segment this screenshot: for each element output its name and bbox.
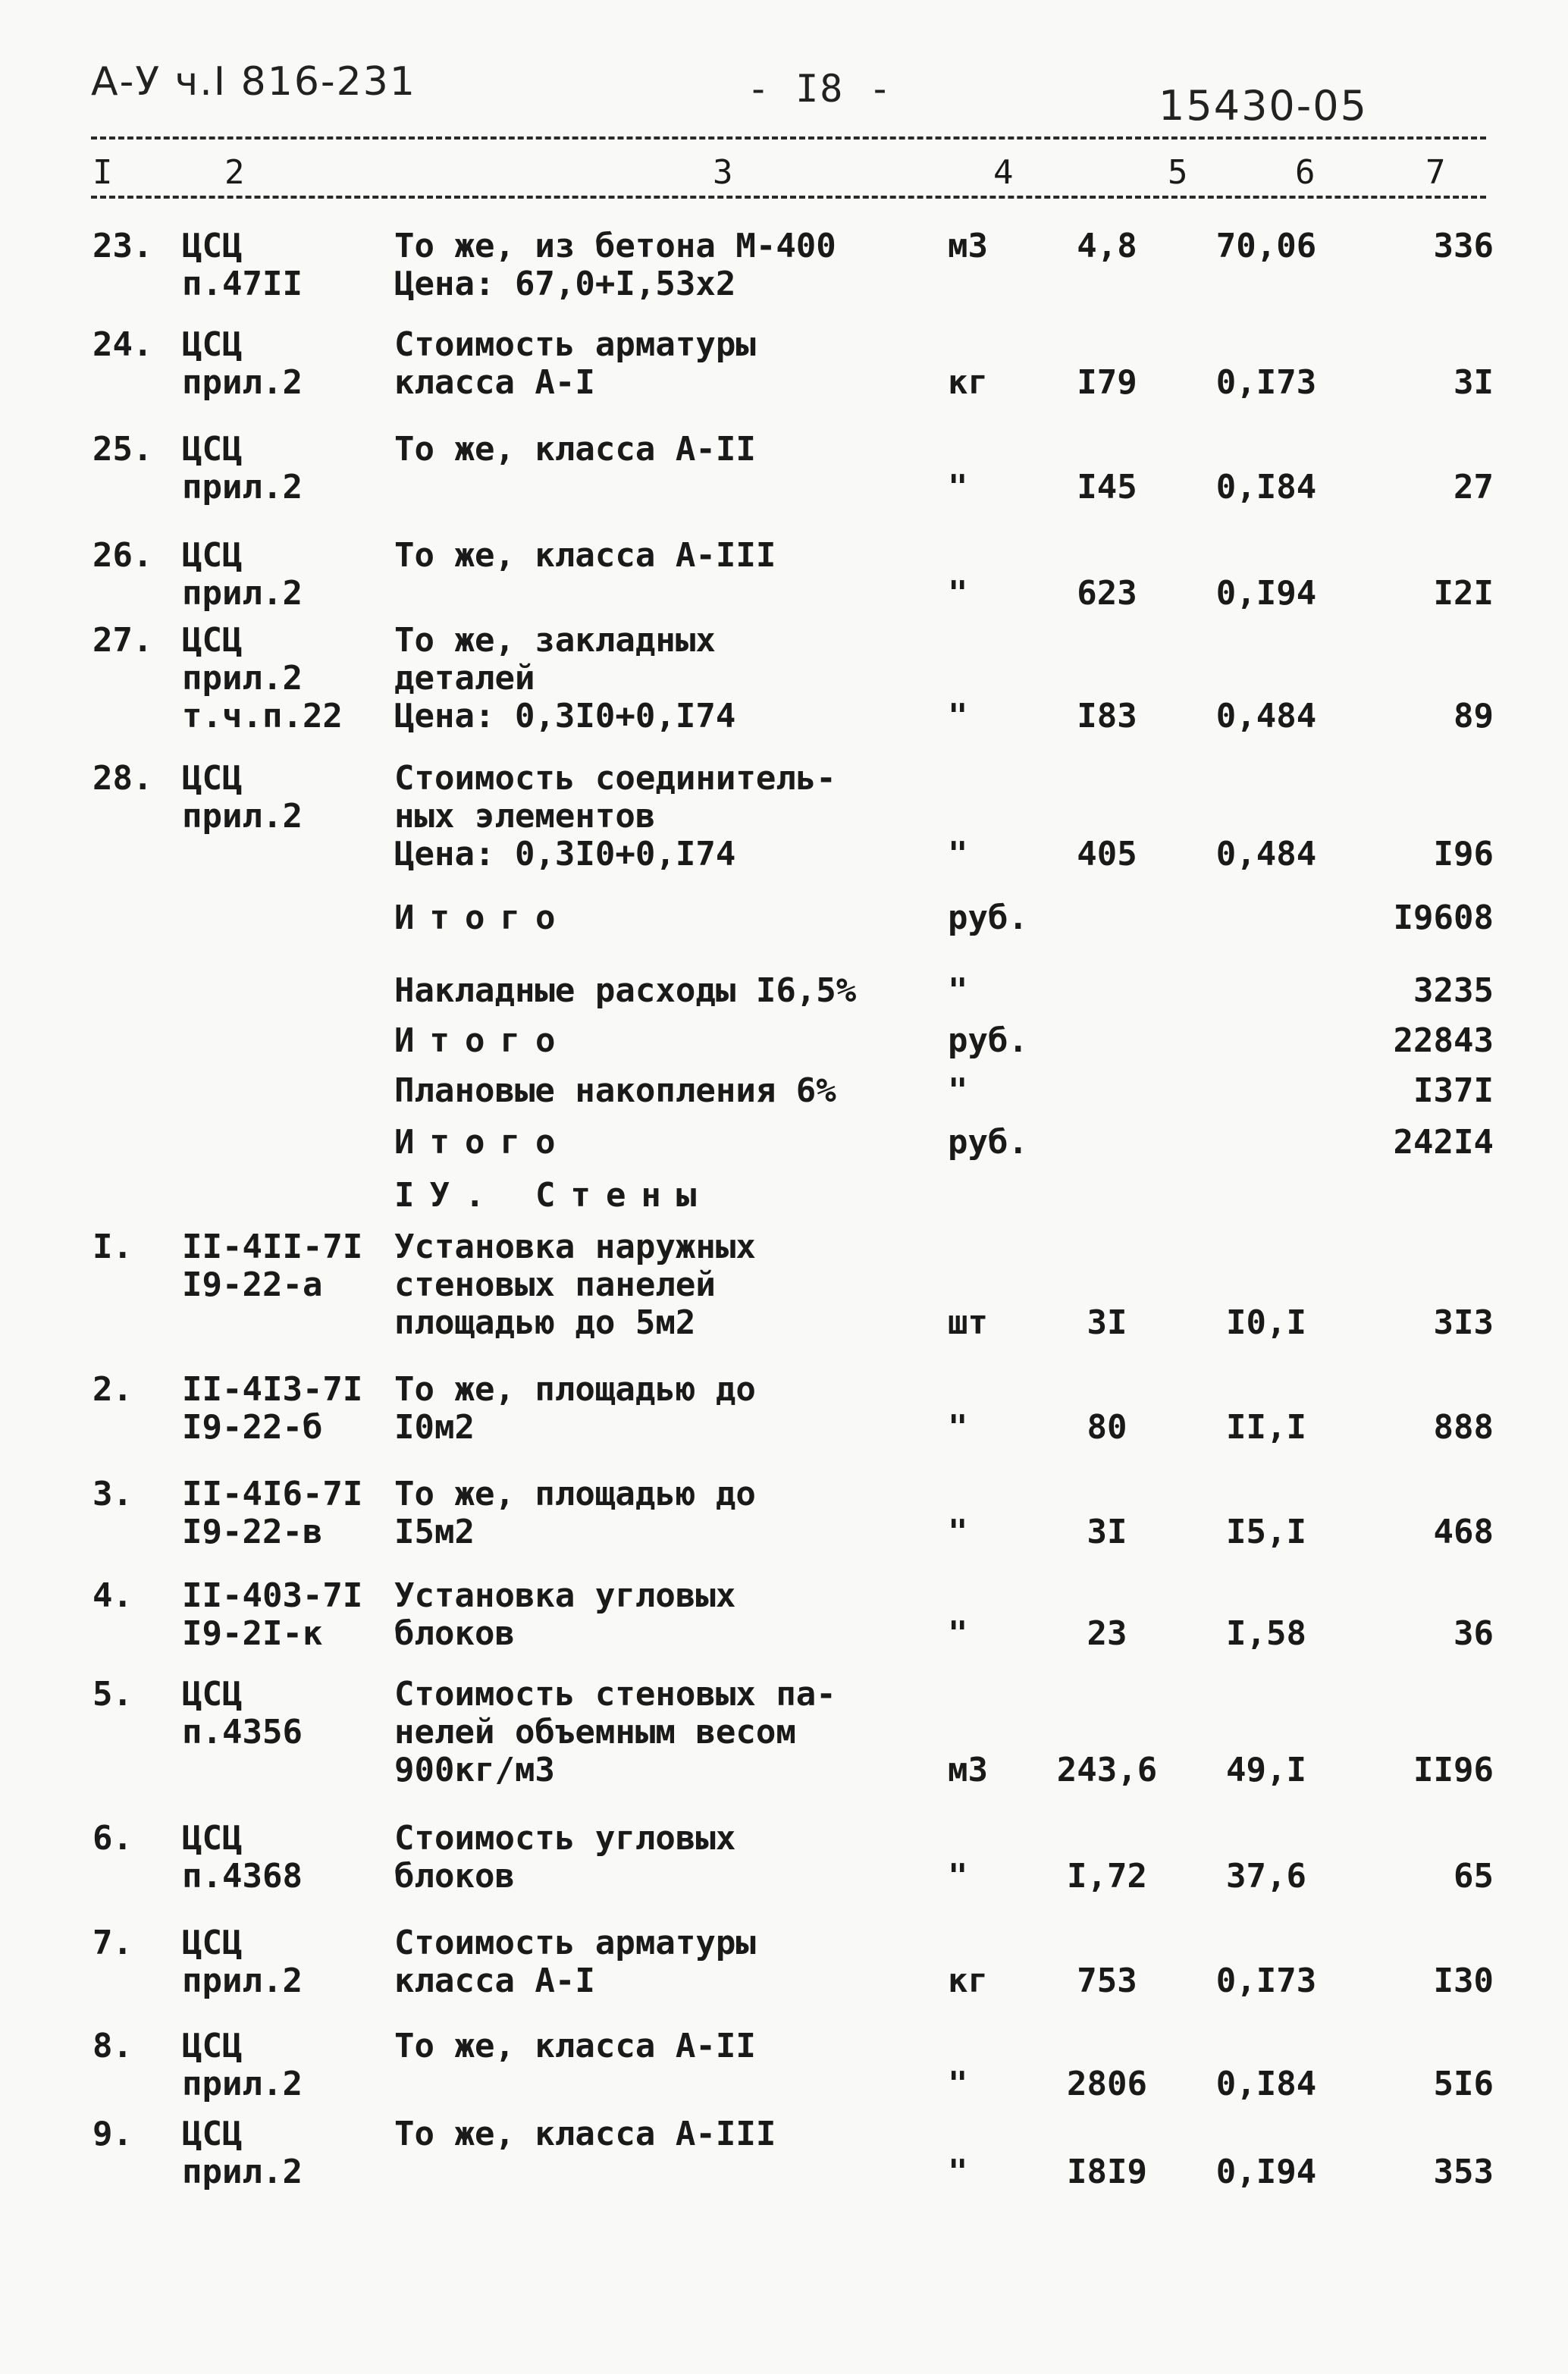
unit-price: 0,I73 [1215,1962,1317,2000]
work-description-line: деталей [394,659,535,698]
quantity: 623 [1077,574,1137,613]
quantity: I83 [1077,697,1137,735]
work-description-line: блоков [394,1614,515,1653]
unit-of-measure: кг [948,1962,988,2000]
price-code-line: прил.2 [182,2065,303,2103]
total-cost: 22843 [1393,1021,1494,1060]
item-number: I. [93,1228,133,1266]
unit-price: 37,6 [1226,1857,1306,1896]
item-number: 2. [93,1370,133,1409]
price-code [182,2027,303,2103]
quantity: 3I [1087,1303,1127,1342]
column-number-header [91,153,1486,192]
price-code-line: ЦСЦ [182,1675,243,1714]
work-description [394,1022,570,1060]
item-number: 9. [93,2115,133,2153]
work-description-line: То же, площадью до [394,1370,756,1409]
total-cost: 353 [1433,2153,1494,2191]
stamp-number: 15430-05 [1159,82,1368,130]
work-description-line: блоков [394,1857,515,1896]
item-number: 8. [93,2027,133,2065]
work-description [394,760,836,873]
price-code-line: ЦСЦ [182,621,243,660]
work-description [394,972,856,1010]
unit-of-measure: " [948,697,968,735]
work-description [394,1072,836,1110]
quantity: I45 [1077,468,1137,506]
item-number: 27. [93,621,153,660]
unit-price: 0,I94 [1215,2153,1317,2191]
item-number: 6. [93,1819,133,1858]
price-code-line: прил.2 [182,1962,303,2000]
unit-of-measure: м3 [948,1751,988,1789]
price-code-line: ЦСЦ [182,325,243,364]
work-description-line: Стоимость арматуры [394,325,756,364]
unit-price: 0,I84 [1215,468,1317,506]
unit-of-measure: " [948,1071,968,1110]
price-code-line: ЦСЦ [182,536,243,575]
header-top-rule [91,136,1486,140]
work-description-line: Установка наружных [394,1228,756,1266]
work-description-line: Цена: 67,0+I,53х2 [394,265,736,303]
price-code-line: II-4II-7I [182,1228,363,1266]
item-number: 7. [93,1924,133,1962]
unit-price: 0,484 [1215,697,1317,735]
total-cost: 3I3 [1433,1303,1494,1342]
item-number: 25. [93,430,153,469]
price-code-line: п.47II [182,265,303,303]
unit-of-measure: " [948,1513,968,1551]
work-description-line: То же, класса А-III [394,536,776,575]
price-code-line: ЦСЦ [182,2027,243,2065]
page-number: - I8 - [747,67,893,111]
price-code-line: т.ч.п.22 [182,697,343,735]
work-description-line: Стоимость стеновых па- [394,1675,836,1714]
work-description [394,1371,756,1447]
total-cost: I96 [1433,835,1494,873]
work-description-line: Цена: 0,3I0+0,I74 [394,835,736,873]
quantity: I,72 [1067,1857,1147,1896]
price-code-line: ЦСЦ [182,1819,243,1858]
price-code [182,1924,303,2000]
work-description-line: площадью до 5м2 [394,1303,696,1342]
price-code [182,1228,362,1304]
unit-price: 0,I84 [1215,2065,1317,2103]
price-code-line: ЦСЦ [182,2115,243,2153]
price-code-line: прил.2 [182,363,303,402]
unit-of-measure: кг [948,363,988,402]
unit-of-measure: " [948,1614,968,1653]
work-description [394,622,735,735]
total-cost: 888 [1433,1408,1494,1447]
unit-of-measure: руб. [948,1123,1028,1162]
price-code [182,1676,303,1751]
work-description [394,1476,756,1551]
unit-of-measure: " [948,2065,968,2103]
total-cost: 27 [1454,468,1494,506]
price-code-line: I9-2I-к [182,1614,323,1653]
column-number-7: 7 [1425,153,1446,192]
quantity: 2806 [1067,2065,1147,2103]
unit-price: I0,I [1226,1303,1306,1342]
work-description [394,1124,570,1162]
price-code-line: I9-22-в [182,1513,323,1551]
price-code [182,760,303,836]
quantity: 405 [1077,835,1137,873]
total-cost: I30 [1433,1962,1494,2000]
quantity: 4,8 [1077,227,1137,265]
unit-of-measure: " [948,2153,968,2191]
work-description [394,431,756,469]
item-number: 3. [93,1475,133,1513]
work-description-line: То же, класса А-II [394,430,756,469]
unit-price: I5,I [1226,1513,1306,1551]
price-code-line: прил.2 [182,2153,303,2191]
work-description-line: I5м2 [394,1513,475,1551]
unit-price: 0,484 [1215,835,1317,873]
column-number-5: 5 [1168,153,1188,192]
price-code-line: II-4I6-7I [182,1475,363,1513]
total-cost: 336 [1433,227,1494,265]
work-description-line: 900кг/м3 [394,1751,555,1789]
work-description-line: класса А-I [394,363,595,402]
work-description-line: Цена: 0,3I0+0,I74 [394,697,736,735]
price-code-line: прил.2 [182,797,303,836]
price-code [182,1820,303,1896]
work-description-line: То же, закладных [394,621,716,660]
price-code-line: I9-22-б [182,1408,323,1447]
work-description [394,1577,735,1653]
price-code-line: прил.2 [182,659,303,698]
total-cost: 89 [1454,697,1494,735]
unit-of-measure: " [948,468,968,506]
work-description-line: I0м2 [394,1408,475,1447]
column-number-2: 2 [224,153,245,192]
work-description-line: Плановые накопления 6% [394,1071,836,1110]
work-description-line: Установка угловых [394,1576,736,1615]
total-cost: I9608 [1393,898,1494,937]
price-code [182,1577,362,1653]
work-description-line: Итого [394,1123,571,1162]
price-code-line: II-4I3-7I [182,1370,363,1409]
unit-price: II,I [1226,1408,1306,1447]
total-cost: 36 [1454,1614,1494,1653]
work-description-line: Стоимость соединитель- [394,759,836,798]
quantity: 3I [1087,1513,1127,1551]
unit-of-measure: шт [948,1303,988,1342]
unit-price: 70,06 [1215,227,1317,265]
work-description [394,1924,756,2000]
price-code-line: ЦСЦ [182,227,243,265]
work-description-line: нелей объемным весом [394,1713,796,1751]
work-description-line: То же, площадью до [394,1475,756,1513]
price-code-line: прил.2 [182,574,303,613]
price-code [182,537,303,613]
total-cost: II96 [1413,1751,1494,1789]
price-code-line: ЦСЦ [182,759,243,798]
price-code [182,1476,362,1551]
unit-price: I,58 [1226,1614,1306,1653]
item-number: 24. [93,325,153,364]
column-number-6: 6 [1295,153,1316,192]
total-cost: 242I4 [1393,1123,1494,1162]
unit-of-measure: " [948,574,968,613]
work-description [394,2115,776,2153]
work-description [394,326,756,402]
unit-of-measure: м3 [948,227,988,265]
unit-of-measure: руб. [948,1021,1028,1060]
work-description [394,1820,735,1896]
column-number-3: 3 [713,153,733,192]
price-code [182,326,303,402]
price-code-line: прил.2 [182,468,303,506]
column-number-4: 4 [993,153,1014,192]
item-number: 23. [93,227,153,265]
unit-of-measure: " [948,1857,968,1896]
work-description-line: Итого [394,1021,571,1060]
unit-price: 0,I73 [1215,363,1317,402]
work-description [394,1177,711,1215]
work-description-line: Накладные расходы I6,5% [394,971,857,1010]
unit-price: 0,I94 [1215,574,1317,613]
total-cost: 5I6 [1433,2065,1494,2103]
total-cost: 468 [1433,1513,1494,1551]
total-cost: 65 [1454,1857,1494,1896]
quantity: 23 [1087,1614,1127,1653]
quantity: I79 [1077,363,1137,402]
price-code [182,431,303,506]
total-cost: 3235 [1413,971,1494,1010]
work-description-line: стеновых панелей [394,1265,716,1304]
price-code-line: II-403-7I [182,1576,363,1615]
unit-of-measure: " [948,971,968,1010]
column-number-1: I [93,153,113,192]
work-description [394,1228,756,1342]
document-code: А-У ч.I 816-231 [91,59,416,105]
work-description [394,537,776,575]
work-description [394,227,836,303]
work-description-line: То же, класса А-II [394,2027,756,2065]
item-number: 4. [93,1576,133,1615]
item-number: 26. [93,536,153,575]
item-number: 5. [93,1675,133,1714]
quantity: 80 [1087,1408,1127,1447]
work-description [394,899,570,937]
price-code-line: п.4368 [182,1857,303,1896]
price-code-line: ЦСЦ [182,1924,243,1962]
work-description [394,1676,836,1789]
unit-of-measure: руб. [948,898,1028,937]
unit-of-measure: " [948,835,968,873]
work-description [394,2027,756,2065]
price-code-line: I9-22-а [182,1265,323,1304]
price-code-line: ЦСЦ [182,430,243,469]
unit-price: 49,I [1226,1751,1306,1789]
total-cost: I2I [1433,574,1494,613]
price-code-line: п.4356 [182,1713,303,1751]
unit-of-measure: " [948,1408,968,1447]
item-number: 28. [93,759,153,798]
total-cost: 3I [1454,363,1494,402]
quantity: I8I9 [1067,2153,1147,2191]
total-cost: I37I [1413,1071,1494,1110]
price-code [182,227,303,303]
work-description-line: То же, из бетона М-400 [394,227,836,265]
work-description-line: ных элементов [394,797,656,836]
quantity: 753 [1077,1962,1137,2000]
price-code [182,2115,303,2191]
price-code [182,622,343,735]
work-description-line: класса А-I [394,1962,595,2000]
price-code [182,1371,362,1447]
work-description-line: Итого [394,898,571,937]
quantity: 243,6 [1056,1751,1158,1789]
header-bottom-rule [91,196,1486,199]
work-description-line: Стоимость арматуры [394,1924,756,1962]
work-description-line: Стоимость угловых [394,1819,736,1858]
work-description-line: IУ. Стены [394,1176,712,1215]
work-description-line: То же, класса А-III [394,2115,776,2153]
